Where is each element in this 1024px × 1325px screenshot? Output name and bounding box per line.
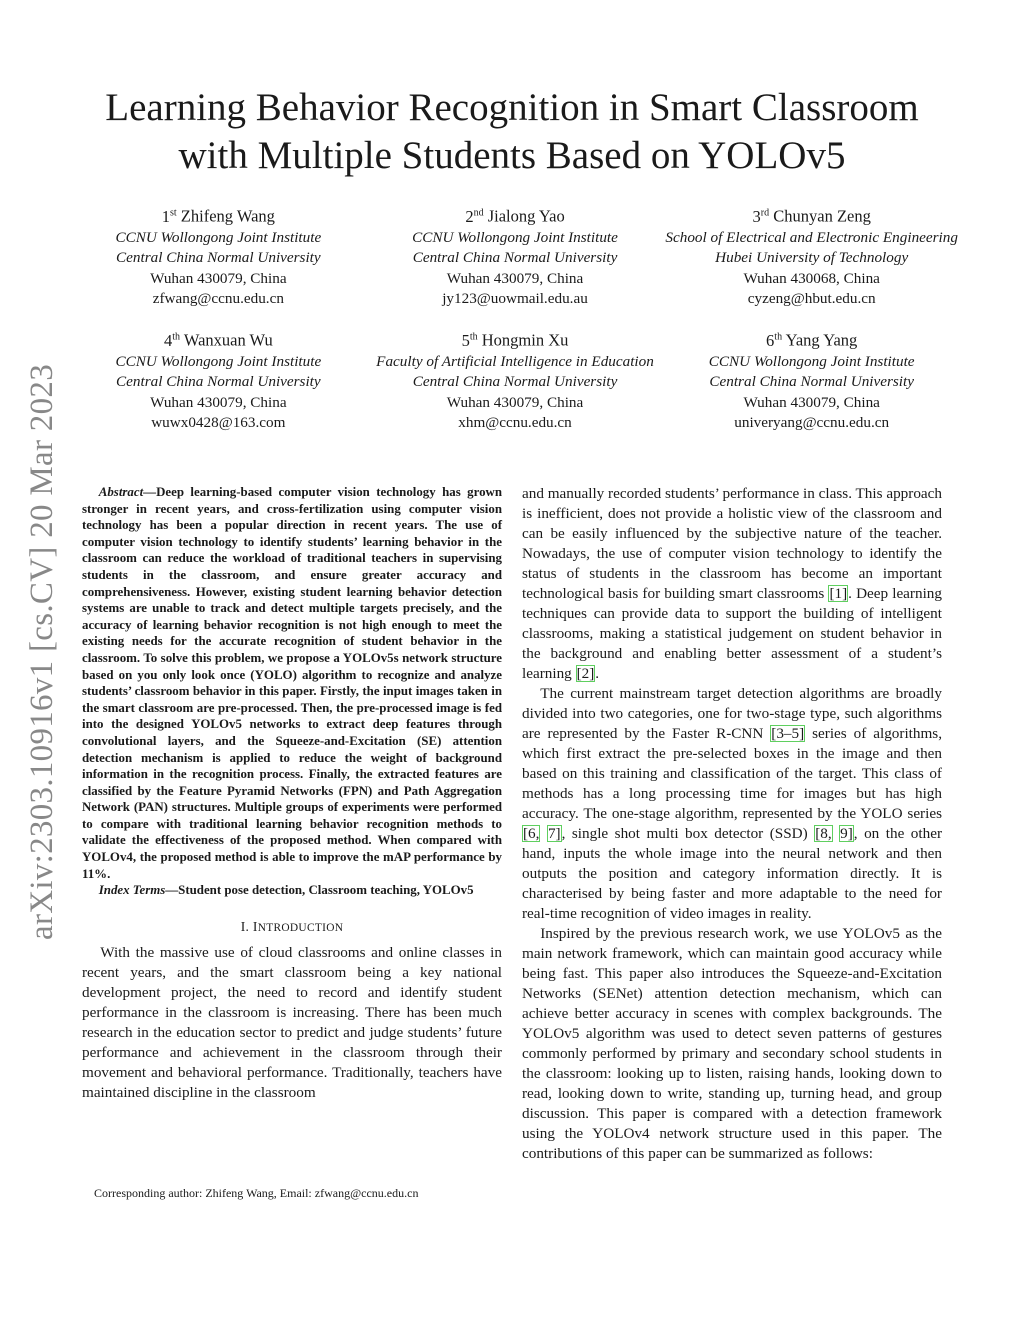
author-affiliation-1: CCNU Wollongong Joint Institute bbox=[708, 352, 915, 370]
index-terms-paragraph bbox=[82, 882, 502, 899]
index-terms-text: —Student pose detection, Classroom teaching, YOLOv5 bbox=[165, 883, 474, 898]
author-email[interactable]: jy123@uowmail.edu.au bbox=[442, 290, 588, 308]
author-email[interactable]: cyzeng@hbut.edu.cn bbox=[747, 290, 876, 308]
author-ordinal: 1st bbox=[161, 206, 177, 226]
author-city: Wuhan 430068, China bbox=[743, 269, 880, 287]
index-terms-label: Index Terms bbox=[98, 883, 166, 898]
citation-link-1[interactable]: [1] bbox=[829, 585, 848, 602]
author-row-1 bbox=[70, 202, 960, 310]
author-name: 4th Wanxuan Wu bbox=[163, 330, 273, 350]
paragraph-continued: and manually recorded students’ performance in class. This approach is inefficient, does not provide a holistic view of the classroom and can be easily influenced by the subjective nature of the teacher. Nowadays, the use of computer vision technology to identify the status of students in the classroom has become an important technological basis for building smart classrooms [1]. Deep learning techniques can provide data to support the building of intelligent classrooms, making a statistical judgement on student behavior in the background and enabling better assessment of a student’s learning [2]. bbox=[522, 485, 942, 682]
author-affiliation-1: CCNU Wollongong Joint Institute bbox=[115, 228, 322, 246]
abstract-text: —Deep learning-based computer vision technology has grown stronger in recent years, and cross-fertilization using computer vision technology has been a popular direction in recent years. The use of computer vision technology to identify students’ learning behavior in the classroom can reduce the workload of traditional teachers in supervising students in the classroom, and ensure greater accuracy and comprehensiveness. However, existing student learning behavior detection systems are unable to track and detect multiple targets precisely, and the accuracy of learning behavior recognition is not high enough to meet the existing needs for the accurate recognition of student behavior in the classroom. To solve this problem, we propose a YOLOv5s network structure based on you only look once (YOLO) algorithm to recognize and analyze students’ classroom behavior in this paper. Firstly, the input images taken in the smart classroom are pre-processed. Then, the pre-processed image is fed into the designed YOLOv5 networks to extract deep features through convolutional layers, and the Squeeze-and-Excitation (SE) attention detection mechanism is applied to reduce the weight of background information in the recognition process. Finally, the extracted features are classified by the Feature Pyramid Networks (FPN) and Path Aggregation Network (PAN) structures. Multiple groups of experiments were performed to compare with traditional learning behavior recognition methods to validate the effectiveness of the proposed method. When compared with YOLOv4, the proposed method is able to improve the mAP performance by 11%. bbox=[82, 485, 502, 881]
author-ordinal: 5th bbox=[461, 330, 478, 350]
author-city: Wuhan 430079, China bbox=[446, 269, 584, 287]
right-column-body bbox=[522, 484, 942, 1164]
section-heading-introduction: I. INTRODUCTION bbox=[240, 918, 344, 934]
paragraph-contributions: Inspired by the previous research work, we use YOLOv5 as the main network framework, which can maintain good accuracy while being fast. This paper also introduces the Squeeze-and-Excitation Networks (SENet) attention detection mechanism, which can achieve better accuracy in scenes with complex backgrounds. The YOLOv5 algorithm was used to detect seven patterns of gestures commonly performed by primary and secondary school students in the classroom: looking up to listen, raising hands, looking down to read, looking down to write, standing up, turning head, and group discussion. This paper is compared with a detection framework using the YOLOv4 network structure used in this paper. The contributions of this paper can be summarized as follows: bbox=[522, 925, 942, 1162]
intro-paragraph: With the massive use of cloud classrooms and online classes in recent years, and the smart classroom being a key national development project, the need to record and identify student performance in the classroom is increasing. There has been much research in the education sector to predict and judge students’ future performance and achievement in the classroom through their movement and behavioral performance. Traditionally, teachers have maintained discipline in the classroom bbox=[82, 943, 502, 1101]
paper-title bbox=[60, 84, 964, 180]
left-column bbox=[82, 484, 502, 1103]
title-line-2: with Multiple Students Based on YOLOv5 bbox=[178, 134, 846, 177]
author-affiliation-2: Central China Normal University bbox=[412, 249, 618, 267]
author-block bbox=[663, 202, 960, 310]
author-block bbox=[367, 202, 664, 310]
author-affiliation-2: Central China Normal University bbox=[116, 249, 321, 267]
author-row-2 bbox=[70, 326, 960, 434]
author-affiliation-1: CCNU Wollongong Joint Institute bbox=[412, 228, 618, 246]
author-name: 1st Zhifeng Wang bbox=[161, 206, 275, 226]
author-city: Wuhan 430079, China bbox=[446, 393, 584, 411]
author-name: 3rd Chunyan Zeng bbox=[752, 206, 871, 226]
author-affiliation-2: Central China Normal University bbox=[709, 373, 914, 391]
title-line-1: Learning Behavior Recognition in Smart Classroom bbox=[105, 86, 919, 129]
abstract-label: Abstract bbox=[98, 485, 144, 499]
author-email[interactable]: wuwx0428@163.com bbox=[151, 414, 286, 432]
author-block bbox=[367, 326, 664, 434]
right-column bbox=[522, 484, 942, 1164]
author-ordinal: 2nd bbox=[465, 206, 484, 226]
author-affiliation-2: Central China Normal University bbox=[412, 373, 618, 391]
author-affiliation-2: Hubei University of Technology bbox=[715, 249, 909, 267]
abstract-paragraph bbox=[82, 484, 502, 882]
author-email[interactable]: xhm@ccnu.edu.cn bbox=[458, 414, 572, 432]
author-block bbox=[663, 326, 960, 434]
author-email[interactable]: univeryang@ccnu.edu.cn bbox=[734, 414, 890, 432]
author-city: Wuhan 430079, China bbox=[150, 393, 287, 411]
author-affiliation-1: Faculty of Artificial Intelligence in Education bbox=[376, 352, 654, 370]
abstract-block bbox=[82, 484, 502, 899]
author-ordinal: 3rd bbox=[752, 206, 770, 226]
author-block bbox=[70, 326, 367, 434]
author-ordinal: 4th bbox=[163, 330, 180, 350]
citation-link-3-5[interactable]: [3–5] bbox=[771, 725, 805, 742]
author-affiliation-1: CCNU Wollongong Joint Institute bbox=[115, 352, 322, 370]
citation-link-2[interactable]: [2] bbox=[576, 665, 595, 682]
author-block bbox=[70, 202, 367, 310]
author-name: 2nd Jialong Yao bbox=[465, 206, 565, 226]
citation-link-8[interactable]: [8, bbox=[815, 825, 832, 842]
paragraph-detection-algorithms: The current mainstream target detection algorithms are broadly divided into two categories, one for two-stage type, such algorithms are represented by the Faster R-CNN [3–5] series of algorithms, which first extract the pre-selected boxes in the image and then based on this training and classification of the target. This class of methods has a long processing time for images but has high accuracy. The one-stage algorithm, represented by the YOLO series [6, 7], single shot multi box detector (SSD) [8, 9], on the other hand, inputs the whole image into the neural network and then outputs the position and category information directly. It is characterised by being faster and more adaptable to the need for real-time recognition of video images in reality. bbox=[522, 685, 943, 922]
author-city: Wuhan 430079, China bbox=[743, 393, 880, 411]
author-city: Wuhan 430079, China bbox=[150, 269, 287, 287]
author-affiliation-2: Central China Normal University bbox=[116, 373, 321, 391]
author-name: 6th Yang Yang bbox=[766, 330, 858, 350]
author-affiliation-1: School of Electrical and Electronic Engineering bbox=[665, 228, 958, 246]
author-ordinal: 6th bbox=[766, 330, 783, 350]
citation-link-9[interactable]: 9] bbox=[840, 825, 853, 842]
author-name: 5th Hongmin Xu bbox=[461, 330, 569, 350]
introduction-body bbox=[82, 943, 502, 1103]
citation-link-6[interactable]: [6, bbox=[523, 825, 540, 842]
author-email[interactable]: zfwang@ccnu.edu.cn bbox=[152, 290, 284, 308]
citation-link-7[interactable]: 7] bbox=[547, 825, 561, 842]
arxiv-identifier-stamp[interactable]: arXiv:2303.10916v1 [cs.CV] 20 Mar 2023 bbox=[24, 364, 60, 940]
corresponding-author-footnote: Corresponding author: Zhifeng Wang, Email: zfwang@ccnu.edu.cn bbox=[94, 1186, 419, 1200]
